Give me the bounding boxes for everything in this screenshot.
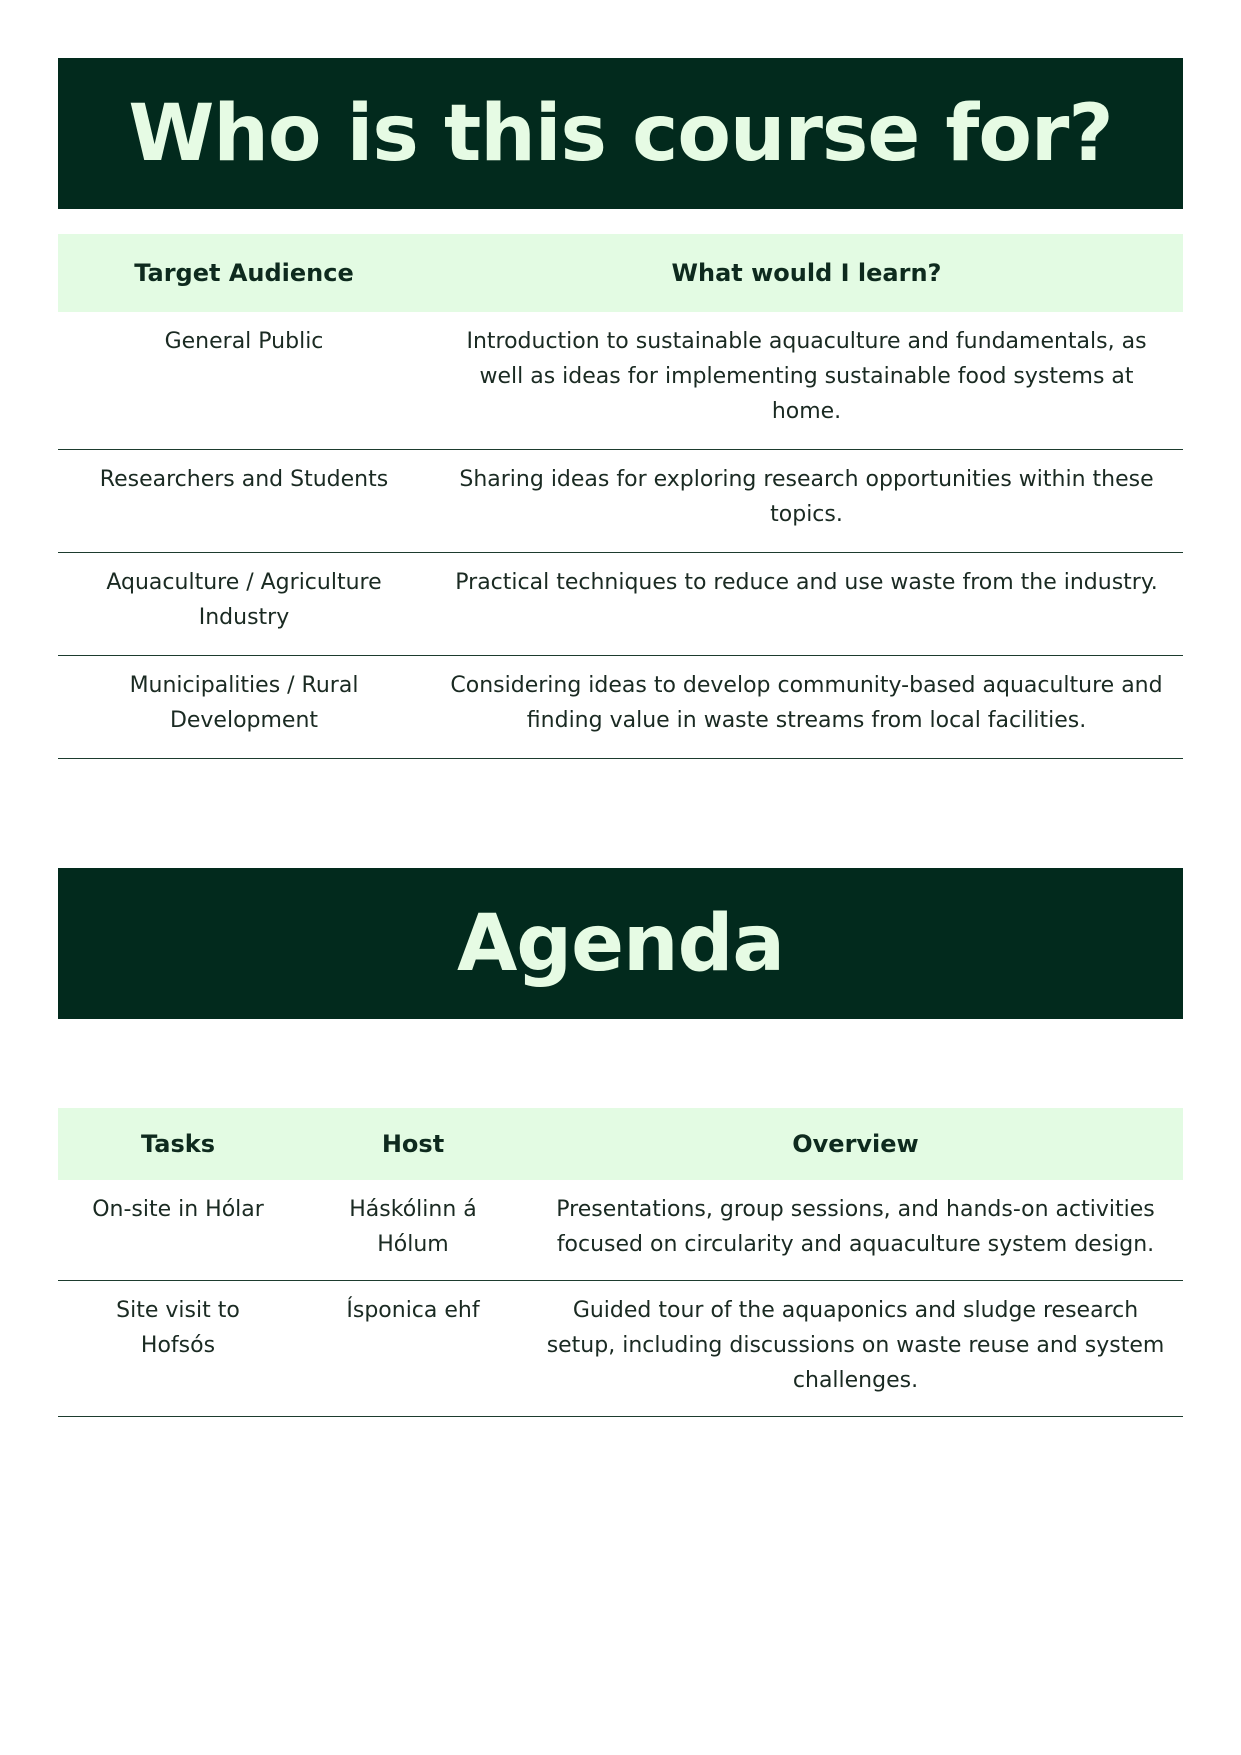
task-cell: On-site in Hólar <box>58 1180 298 1281</box>
audience-cell: Aquaculture / Agriculture Industry <box>58 553 430 656</box>
audience-table <box>58 234 1183 759</box>
audience-cell: Researchers and Students <box>58 450 430 553</box>
header-overview: Overview <box>528 1108 1183 1180</box>
learn-cell: Sharing ideas for exploring research opportunities within these topics. <box>430 450 1183 553</box>
table-row <box>58 1281 1183 1417</box>
task-cell: Site visit to Hofsós <box>58 1281 298 1417</box>
agenda-title: Agenda <box>456 898 785 989</box>
host-cell: Háskólinn á Hólum <box>298 1180 528 1281</box>
header-tasks: Tasks <box>58 1108 298 1180</box>
audience-cell: Municipalities / Rural Development <box>58 656 430 759</box>
table-row <box>58 656 1183 759</box>
learn-cell: Introduction to sustainable aquaculture and fundamentals, as well as ideas for implementing sustainable food systems at home. <box>430 312 1183 450</box>
table-row <box>58 553 1183 656</box>
learn-cell: Practical techniques to reduce and use waste from the industry. <box>430 553 1183 656</box>
audience-cell: General Public <box>58 312 430 450</box>
header-host: Host <box>298 1108 528 1180</box>
overview-cell: Guided tour of the aquaponics and sludge research setup, including discussions on waste reuse and system challenges. <box>528 1281 1183 1417</box>
host-cell: Ísponica ehf <box>298 1281 528 1417</box>
agenda-table-header <box>58 1108 1183 1180</box>
learn-cell: Considering ideas to develop community-based aquaculture and finding value in waste streams from local facilities. <box>430 656 1183 759</box>
table-row <box>58 1180 1183 1281</box>
overview-cell: Presentations, group sessions, and hands-on activities focused on circularity and aquaculture system design. <box>528 1180 1183 1281</box>
audience-table-header <box>58 234 1183 312</box>
agenda-banner <box>58 868 1183 1019</box>
header-what-would-i-learn: What would I learn? <box>430 234 1183 312</box>
course-audience-banner <box>58 58 1183 209</box>
header-target-audience: Target Audience <box>58 234 430 312</box>
table-row <box>58 312 1183 450</box>
table-row <box>58 450 1183 553</box>
course-audience-title: Who is this course for? <box>128 88 1113 179</box>
agenda-table <box>58 1108 1183 1417</box>
